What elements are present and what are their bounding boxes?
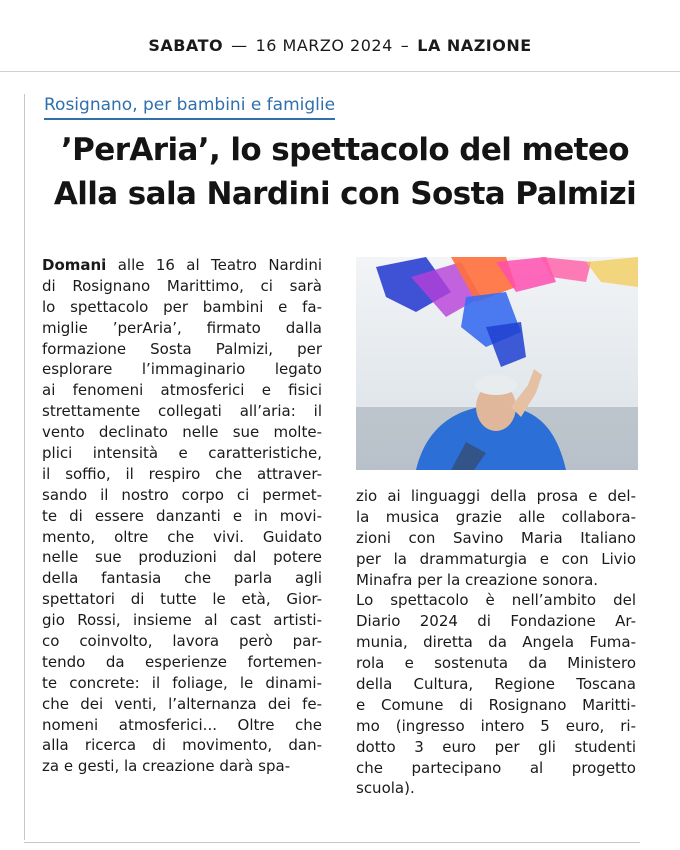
body-text-line: la musica grazie alle collabora- (356, 507, 636, 526)
body-text-line: munia, diretta da Angela Fuma- (356, 633, 636, 652)
headline-line: Alla sala Nardini con Sosta Palmizi (53, 176, 637, 212)
article-photo (356, 257, 638, 470)
headline-line: ’PerAria’, lo spettacolo del meteo (60, 132, 629, 168)
body-text-line: alla ricerca di movimento, dan- (42, 736, 322, 755)
body-text-line: della Cultura, Regione Toscana (356, 675, 636, 694)
body-text-line (42, 255, 322, 276)
article-headline (40, 128, 650, 216)
body-text-line: nomeni atmosferici... Oltre che (42, 715, 322, 734)
newspaper-header (0, 36, 680, 55)
body-text-line: nelle sue produzioni dal potere (42, 548, 322, 567)
header-rule (0, 71, 680, 72)
body-text-line: della fantasia che parla agli (42, 569, 322, 588)
header-publication: LA NAZIONE (417, 36, 532, 55)
body-text-line: Lo spettacolo è nell’ambito del (356, 591, 636, 610)
body-text-line: strettamente collegati all’aria: il (42, 402, 322, 421)
body-text-line: zioni con Savino Maria Italiano (356, 528, 636, 547)
body-text-line: di Rosignano Marittimo, ci sarà (42, 276, 322, 295)
body-text-line: e Comune di Rosignano Maritti- (356, 695, 636, 714)
body-text-line: Minafra per la creazione sonora. (356, 570, 599, 589)
body-text-line: mento, oltre che vivi. Guidato (42, 527, 322, 546)
body-text-line: formazione Sosta Palmizi, per (42, 339, 322, 358)
body-text-line: lo spettacolo per bambini e fa- (42, 297, 322, 316)
body-text-line: che partecipano al progetto (356, 758, 636, 777)
header-separator: — (231, 36, 248, 55)
body-text-line: mo (ingresso intero 5 euro, ri- (356, 716, 636, 735)
article-kicker: Rosignano, per bambini e famiglie (44, 94, 335, 120)
body-text-line: tendo da esperienze fortemen- (42, 652, 322, 671)
body-text-line: per la drammaturgia e con Livio (356, 549, 636, 568)
body-text-line: sando il nostro corpo ci permet- (42, 485, 322, 504)
body-text-line: Diario 2024 di Fondazione Ar- (356, 612, 636, 631)
lead-word: Domani (42, 256, 107, 274)
body-text-line: scuola). (356, 779, 415, 798)
performer-with-colored-fabrics-illustration (356, 257, 638, 470)
body-text-line: dotto 3 euro per gli studenti (356, 737, 636, 756)
header-separator: – (400, 36, 410, 55)
body-text-line: plici intensità e caratteristiche, (42, 444, 322, 463)
body-text-line: spettatori di tutte le età, Gior- (42, 590, 322, 609)
article-body-left-column (42, 255, 322, 777)
footer-rule (24, 842, 640, 843)
header-date: 16 MARZO 2024 (255, 36, 393, 55)
body-text-line: te di essere danzanti e in movi- (42, 506, 322, 525)
body-text-line: za e gesti, la creazione darà spa- (42, 757, 291, 776)
body-text-line: vento declinato nelle sue molte- (42, 423, 322, 442)
body-text-line: te concrete: il foliage, le dinami- (42, 673, 322, 692)
body-text-line: il soffio, il respiro che attraver- (42, 464, 322, 483)
body-text-line: co coinvolto, lavora però par- (42, 632, 322, 651)
body-text-fragment: alle 16 al Teatro Nardini (106, 256, 322, 274)
column-rule (24, 94, 25, 840)
body-text-line: esplorare l’immaginario legato (42, 360, 322, 379)
body-text-line: miglie ’perAria’, firmato dalla (42, 318, 322, 337)
body-text-line: che dei venti, l’alternanza dei fe- (42, 694, 322, 713)
body-text-line: zio ai linguaggi della prosa e del- (356, 487, 636, 505)
body-text-line: ai fenomeni atmosferici e fisici (42, 381, 322, 400)
body-text-line: gio Rossi, insieme al cast artisti- (42, 611, 322, 630)
body-text-line: rola e sostenuta da Ministero (356, 654, 636, 673)
article-body-right-column (356, 486, 636, 799)
header-day: SABATO (148, 36, 224, 55)
